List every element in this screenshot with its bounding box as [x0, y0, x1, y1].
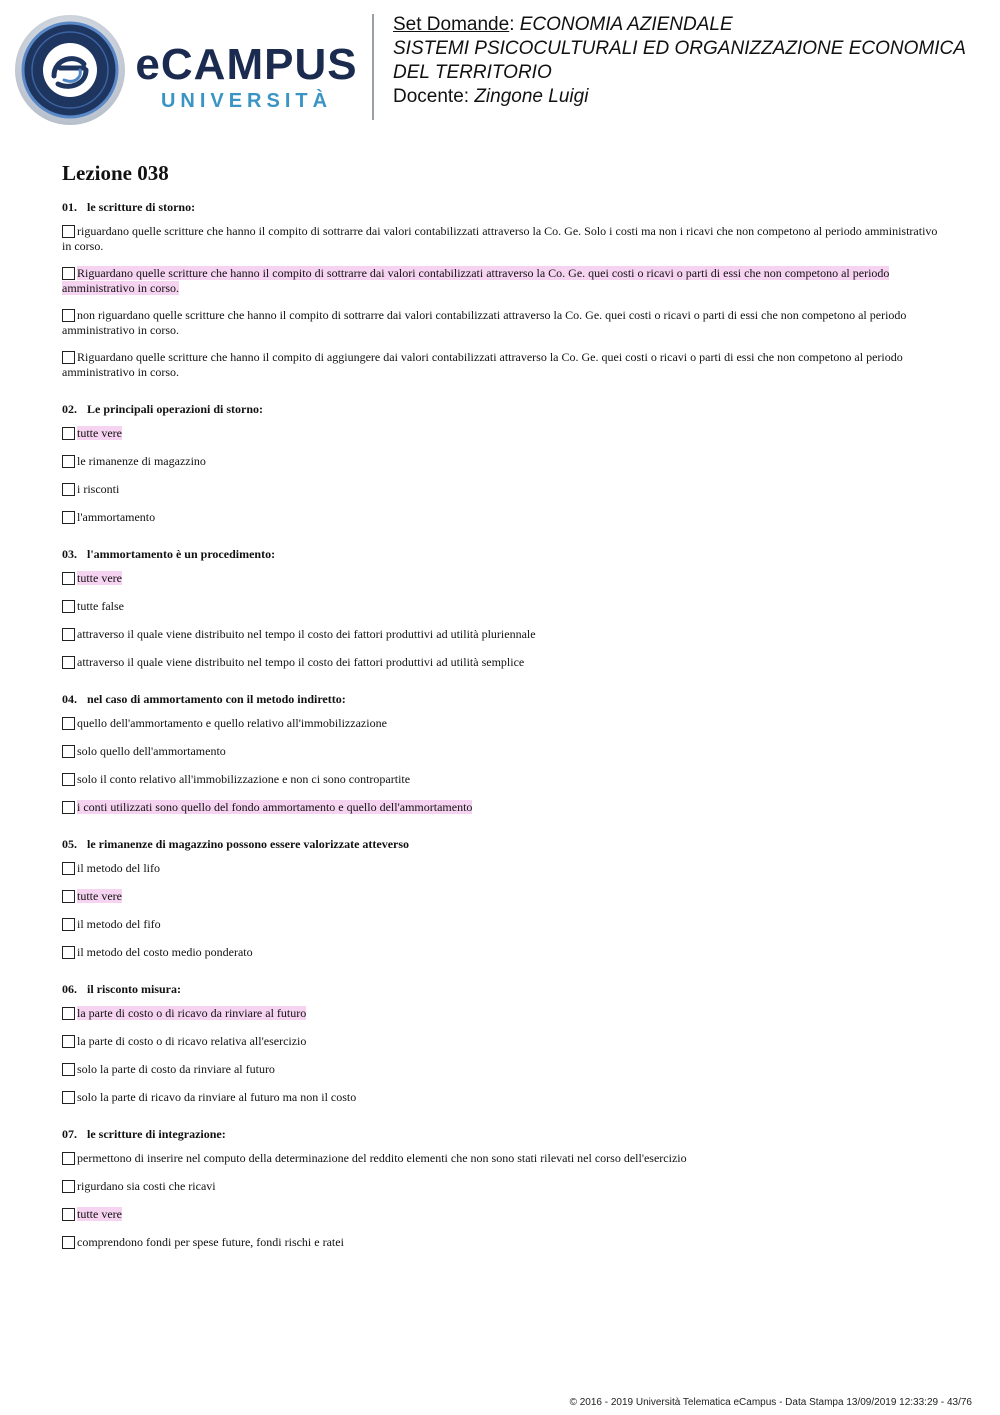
option-text: Riguardano quelle scritture che hanno il compito di sottrarre dai valori contabilizzati attraverso la Co. Ge. quei costi o ricavi o parti di essi che non competono al periodo amministrativo in corso.: [62, 266, 890, 295]
question-number: 07.: [62, 1127, 77, 1141]
checkbox-icon[interactable]: [62, 1035, 75, 1048]
answer-option[interactable]: [62, 224, 942, 254]
question-text: le scritture di storno:: [87, 200, 196, 214]
set-value: ECONOMIA AZIENDALE: [519, 14, 733, 35]
checkbox-icon[interactable]: [62, 1208, 75, 1221]
question-title: [62, 547, 942, 561]
checkbox-icon[interactable]: [62, 717, 75, 730]
checkbox-icon[interactable]: [62, 656, 75, 669]
question-title: [62, 692, 942, 706]
answer-option[interactable]: [62, 861, 942, 876]
question-03: [62, 547, 942, 670]
answer-option-correct[interactable]: [62, 800, 942, 815]
question-title: [62, 1127, 942, 1141]
checkbox-icon[interactable]: [62, 483, 75, 496]
answer-option[interactable]: [62, 454, 942, 469]
answer-option[interactable]: [62, 1151, 942, 1166]
checkbox-icon[interactable]: [62, 427, 75, 440]
question-text: il risconto misura:: [87, 982, 181, 996]
option-text: i conti utilizzati sono quello del fondo ammortamento e quello dell'ammortamento: [77, 800, 473, 814]
option-text: i risconti: [77, 482, 120, 496]
checkbox-icon[interactable]: [62, 1152, 75, 1165]
option-text: rigurdano sia costi che ricavi: [77, 1179, 216, 1193]
option-text: riguardano quelle scritture che hanno il compito di sottrarre dai valori contabilizzati attraverso la Co. Ge. Solo i costi ma non i ricavi che non competono al periodo amministrativo in corso.: [62, 224, 938, 253]
answer-option[interactable]: [62, 599, 942, 614]
ecampus-wordmark: [134, 40, 359, 126]
checkbox-icon[interactable]: [62, 455, 75, 468]
option-text: Riguardano quelle scritture che hanno il compito di aggiungere dai valori contabilizzati attraverso la Co. Ge. quei costi o ricavi o parti di essi che non competono al periodo amministrativo in corso.: [62, 350, 903, 379]
answer-option-correct[interactable]: [62, 889, 942, 904]
option-text: la parte di costo o di ricavo relativa all'esercizio: [77, 1034, 307, 1048]
course-title-line2: DEL TERRITORIO: [393, 62, 552, 83]
answer-option[interactable]: [62, 510, 942, 525]
answer-option[interactable]: [62, 1090, 942, 1105]
question-07: [62, 1127, 942, 1250]
docente-name: Zingone Luigi: [474, 86, 589, 107]
checkbox-icon[interactable]: [62, 572, 75, 585]
checkbox-icon[interactable]: [62, 890, 75, 903]
answer-option-correct[interactable]: [62, 1006, 942, 1021]
lesson-title: Lezione 038: [62, 161, 169, 185]
course-info: [393, 14, 993, 110]
option-text: la parte di costo o di ricavo da rinviare al futuro: [77, 1006, 307, 1020]
question-text: nel caso di ammortamento con il metodo indiretto:: [87, 692, 346, 706]
answer-option[interactable]: [62, 1179, 942, 1194]
option-text: tutte false: [77, 599, 124, 613]
checkbox-icon[interactable]: [62, 267, 75, 280]
answer-option-correct[interactable]: [62, 1207, 942, 1222]
question-06: [62, 982, 942, 1105]
set-colon: :: [509, 14, 520, 35]
answer-option[interactable]: [62, 744, 942, 759]
checkbox-icon[interactable]: [62, 1091, 75, 1104]
question-title: [62, 982, 942, 996]
answer-option[interactable]: [62, 945, 942, 960]
option-text: solo la parte di costo da rinviare al futuro: [77, 1062, 275, 1076]
option-text: solo la parte di ricavo da rinviare al futuro ma non il costo: [77, 1090, 357, 1104]
option-text: attraverso il quale viene distribuito nel tempo il costo dei fattori produttivi ad utilità pluriennale: [77, 627, 536, 641]
answer-option[interactable]: [62, 1235, 942, 1250]
question-text: le rimanenze di magazzino possono essere valorizzate atteverso: [87, 837, 410, 851]
checkbox-icon[interactable]: [62, 918, 75, 931]
page-header: [0, 0, 1000, 130]
option-text: solo quello dell'ammortamento: [77, 744, 226, 758]
answer-option[interactable]: [62, 917, 942, 932]
brand-subtitle: UNIVERSITÀ: [160, 90, 333, 112]
checkbox-icon[interactable]: [62, 511, 75, 524]
answer-option[interactable]: [62, 772, 942, 787]
checkbox-icon[interactable]: [62, 1236, 75, 1249]
option-text: quello dell'ammortamento e quello relativo all'immobilizzazione: [77, 716, 387, 730]
checkbox-icon[interactable]: [62, 801, 75, 814]
answer-option[interactable]: [62, 1062, 942, 1077]
question-title: [62, 402, 942, 416]
docente-label: Docente:: [393, 86, 470, 107]
option-text: tutte vere: [77, 426, 122, 440]
checkbox-icon[interactable]: [62, 946, 75, 959]
ecampus-logo: [14, 14, 359, 126]
checkbox-icon[interactable]: [62, 1007, 75, 1020]
answer-option[interactable]: [62, 716, 942, 731]
option-text: tutte vere: [77, 889, 122, 903]
question-set: [62, 160, 942, 1272]
option-text: il metodo del fifo: [77, 917, 161, 931]
answer-option[interactable]: [62, 350, 942, 380]
checkbox-icon[interactable]: [62, 600, 75, 613]
checkbox-icon[interactable]: [62, 351, 75, 364]
question-number: 02.: [62, 402, 77, 416]
set-line: [393, 14, 993, 36]
set-label: Set Domande: [393, 14, 510, 35]
checkbox-icon[interactable]: [62, 745, 75, 758]
checkbox-icon[interactable]: [62, 309, 75, 322]
answer-option-correct[interactable]: [62, 426, 942, 441]
checkbox-icon[interactable]: [62, 628, 75, 641]
option-text: il metodo del costo medio ponderato: [77, 945, 253, 959]
answer-option-correct[interactable]: [62, 266, 942, 296]
question-text: Le principali operazioni di storno:: [87, 402, 264, 416]
checkbox-icon[interactable]: [62, 225, 75, 238]
question-05: [62, 837, 942, 960]
brand-name: eCAMPUS: [135, 40, 358, 89]
option-text: le rimanenze di magazzino: [77, 454, 206, 468]
option-text: permettono di inserire nel computo della determinazione del reddito elementi che non sono stati rilevati nel corso dell'esercizio: [77, 1151, 687, 1165]
answer-option[interactable]: [62, 1034, 942, 1049]
question-number: 06.: [62, 982, 77, 996]
checkbox-icon[interactable]: [62, 1063, 75, 1076]
page-footer: © 2016 - 2019 Università Telematica eCampus - Data Stampa 13/09/2019 12:33:29 - 43/76: [569, 1397, 972, 1408]
option-text: non riguardano quelle scritture che hanno il compito di sottrarre dai valori contabilizzati attraverso la Co. Ge. quei costi o ricavi o parti di essi che non competono al periodo amministrativo in corso.: [62, 308, 907, 337]
answer-option[interactable]: [62, 655, 942, 670]
option-text: tutte vere: [77, 1207, 122, 1221]
answer-option[interactable]: [62, 627, 942, 642]
question-number: 05.: [62, 837, 77, 851]
question-title: [62, 200, 942, 214]
checkbox-icon[interactable]: [62, 862, 75, 875]
question-text: l'ammortamento è un procedimento:: [87, 547, 276, 561]
question-text: le scritture di integrazione:: [87, 1127, 226, 1141]
question-02: [62, 402, 942, 525]
option-text: tutte vere: [77, 571, 122, 585]
option-text: solo il conto relativo all'immobilizzazione e non ci sono contropartite: [77, 772, 411, 786]
docente-line: [393, 86, 993, 108]
question-number: 03.: [62, 547, 77, 561]
option-text: comprendono fondi per spese future, fondi rischi e ratei: [77, 1235, 344, 1249]
question-number: 01.: [62, 200, 77, 214]
option-text: il metodo del lifo: [77, 861, 160, 875]
question-01: [62, 200, 942, 380]
answer-option[interactable]: [62, 308, 942, 338]
checkbox-icon[interactable]: [62, 1180, 75, 1193]
answer-option[interactable]: [62, 482, 942, 497]
question-04: [62, 692, 942, 815]
option-text: l'ammortamento: [77, 510, 156, 524]
answer-option-correct[interactable]: [62, 571, 942, 586]
course-title-line1: SISTEMI PSICOCULTURALI ED ORGANIZZAZIONE ECONOMICA: [393, 38, 966, 59]
checkbox-icon[interactable]: [62, 773, 75, 786]
question-title: [62, 837, 942, 851]
question-number: 04.: [62, 692, 77, 706]
ecampus-emblem-icon: [14, 14, 126, 126]
option-text: attraverso il quale viene distribuito nel tempo il costo dei fattori produttivi ad utilità semplice: [77, 655, 525, 669]
header-divider: [372, 14, 374, 120]
